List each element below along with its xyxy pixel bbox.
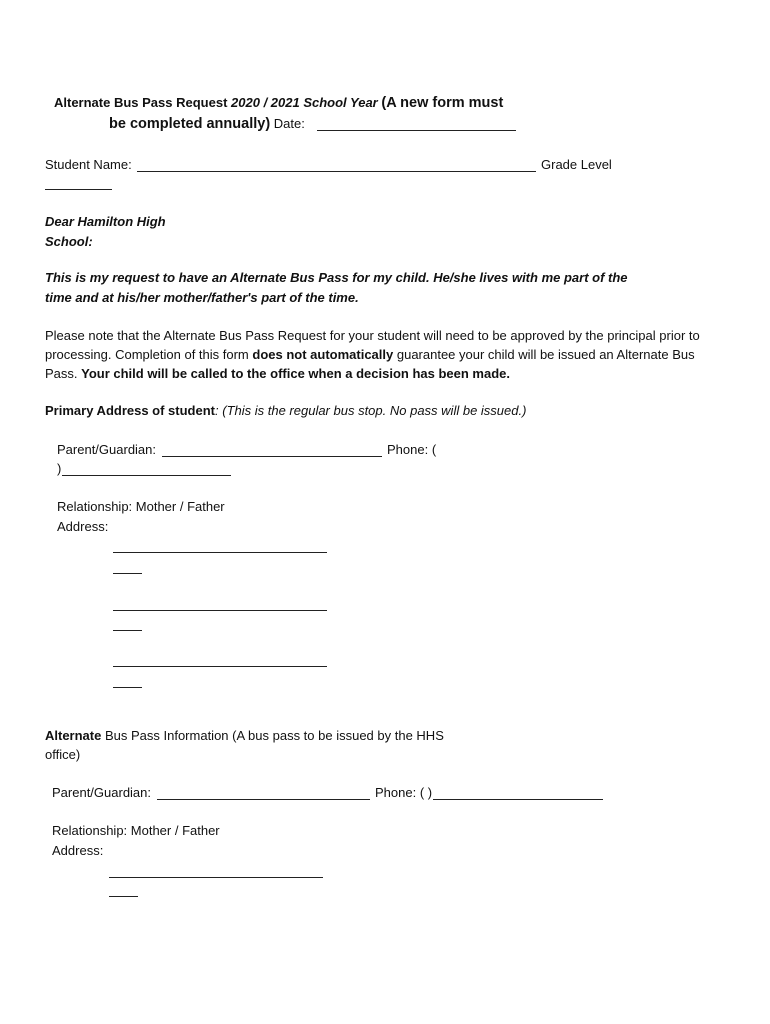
alternate-relationship: Relationship: Mother / Father [52,823,220,838]
alternate-phone-field[interactable] [433,799,603,800]
alternate-address-line-1-cont[interactable] [109,896,138,897]
student-name-field[interactable] [137,171,536,172]
alternate-guardian-field[interactable] [157,799,370,800]
grade-level-label: Grade Level [541,157,612,172]
notice-line2-start: processing. Completion of this form [45,347,253,362]
alternate-heading-bold: Alternate [45,728,102,743]
notice-line3 [45,366,510,381]
student-name-label: Student Name: [45,157,132,172]
primary-address-label: Address: [57,519,109,534]
alternate-heading [45,728,444,743]
form-title-year: 2020 / 2021 School Year [231,95,378,110]
alternate-heading-rest: Bus Pass Information (A bus pass to be issued by the HHS [101,728,444,743]
form-title-note-cont: be completed annually) [109,116,271,132]
grade-level-field[interactable] [45,189,112,190]
primary-address-line-3[interactable] [113,666,327,667]
form-title-line2 [109,116,305,132]
notice-line2 [45,347,695,362]
primary-phone-label: Phone: ( [387,442,437,457]
alternate-heading-line2: office) [45,747,81,762]
form-title-main: Alternate Bus Pass Request [54,95,228,110]
request-line2: time and at his/her mother/father's part of the time. [45,290,359,305]
primary-address-line-2[interactable] [113,610,327,611]
notice-line1: Please note that the Alternate Bus Pass Request for your student will need to be approved by the principal prior to [45,328,700,343]
primary-heading-note: : (This is the regular bus stop. No pass will be issued.) [215,403,527,418]
form-title [54,95,503,111]
date-label: Date: [273,116,305,131]
notice-line3-start: Pass. [45,366,82,381]
primary-address-heading [45,403,526,418]
salutation-line2: School: [45,234,93,249]
alternate-phone-label: Phone: ( ) [375,785,433,800]
notice-line2-end: guarantee your child will be issued an Alternate Bus [393,347,695,362]
primary-guardian-label: Parent/Guardian: [57,442,157,457]
request-line1: This is my request to have an Alternate Bus Pass for my child. He/she lives with me part of the [45,270,628,285]
salutation-line1: Dear Hamilton High [45,214,166,229]
primary-address-line-3-cont[interactable] [113,687,142,688]
alternate-address-line-1[interactable] [109,877,323,878]
primary-heading-bold: Primary Address of student [45,403,216,418]
primary-phone-close: ) [57,461,62,476]
primary-relationship: Relationship: Mother / Father [57,499,225,514]
date-field[interactable] [317,130,516,131]
primary-address-line-1-cont[interactable] [113,573,142,574]
notice-emphasis: does not automatically [252,347,394,362]
form-title-note: (A new form must [381,95,504,111]
alternate-guardian-label: Parent/Guardian: [52,785,152,800]
alternate-address-label: Address: [52,843,104,858]
primary-guardian-field[interactable] [162,456,382,457]
notice-decision: Your child will be called to the office when a decision has been made. [81,366,510,381]
primary-phone-field[interactable] [62,475,231,476]
primary-address-line-2-cont[interactable] [113,630,142,631]
primary-address-line-1[interactable] [113,552,327,553]
